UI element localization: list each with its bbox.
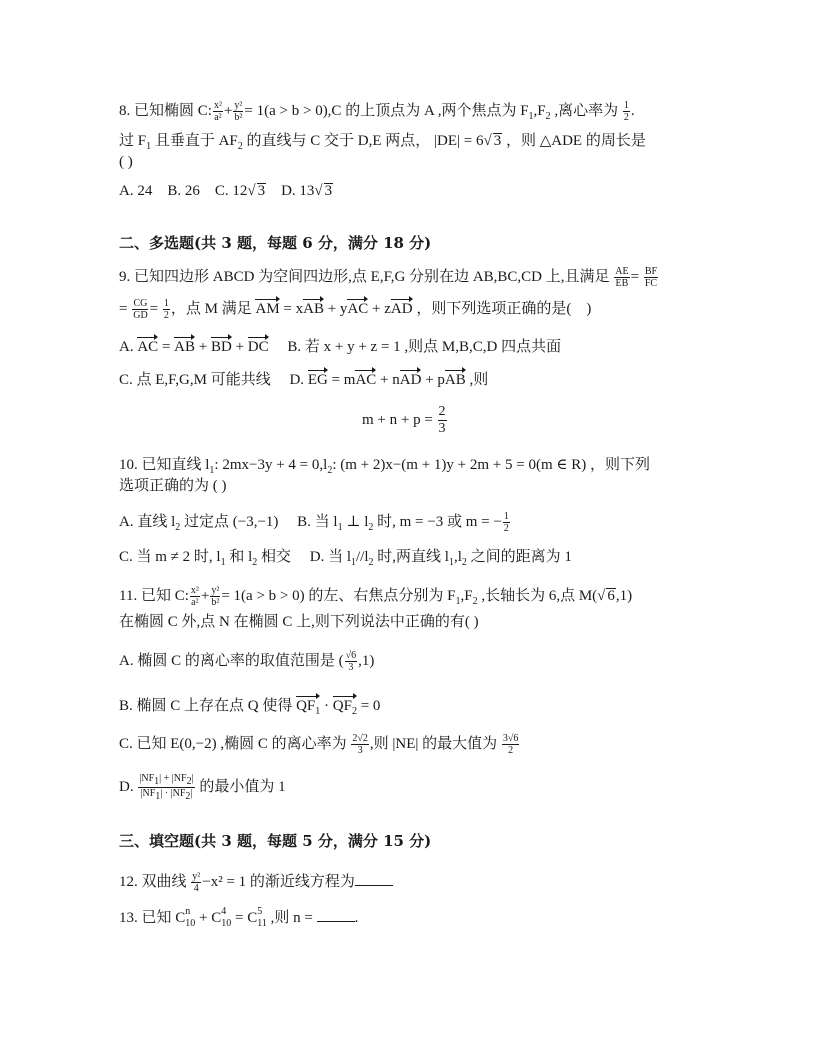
q10-line2: 选项正确的为 ( ) bbox=[119, 478, 227, 494]
q9-options-ab: A. AC = AB + BD + DC B. 若 x + y + z = 1 ,则点 M,B,C,D 四点共面 bbox=[119, 335, 561, 357]
q12: 12. 双曲线 $\frac{\text{y²}}{4}$ −x² = 1 的渐近线方程为 bbox=[119, 871, 393, 894]
q10-options-ab: A. 直线 $l_2$ 过定点 (−3,−1) B. 当 $l_1$ ⊥ $l_2$ 时, m = −3 或 m = − $\frac{1}{2}$ bbox=[119, 511, 509, 534]
q12-answer-blank[interactable] bbox=[355, 871, 393, 886]
q8-options: A. 24 B. 26 C. 12√ 3 D. 13√ 3 bbox=[119, 183, 333, 199]
q13-answer-blank[interactable] bbox=[317, 907, 355, 922]
q11-line1: 11. 已知 C: $\frac{\text{x²}}{\text{a²}}$ + $\frac{\text{y²}}{\text{b²}}$ = 1(a > b > 0) 的左、右焦点分别为 $F_1,F_2$ ,长轴长为 6,点 M(√ 6,1) bbox=[119, 585, 633, 608]
q9-formula: m + n + p = $\frac{2}{3}$ bbox=[362, 404, 446, 436]
q8-line3: ( ) bbox=[119, 154, 133, 170]
q11-option-a: A. 椭圆 C 的离心率的取值范围是 ( $\frac{√6}{3}$ ,1) bbox=[119, 650, 375, 673]
q8-line1: 8. 已知椭圆 C: $\frac{\text{x²}}{\text{a²}}$ + $\frac{\text{y²}}{\text{b²}}$ = 1(a > b > 0),C 的上顶点为 A ,两个焦点为 $F_1,F_2$ ,离心率为 $\frac{1}{2}$ . bbox=[119, 100, 635, 123]
q11-option-d: D. $\frac{|NF_1| + |NF_2|}{|NF_1| \cdot |NF_2|}$ 的最小值为 1 bbox=[119, 773, 286, 802]
q9-line1: 9. 已知四边形 ABCD 为空间四边形,点 E,F,G 分别在边 AB,BC,CD 上,且满足 $\frac{AE}{EB}$ = $\frac{BF}{FC}$ bbox=[119, 266, 658, 289]
q11-option-b: B. 椭圆 C 上存在点 Q 使得 $QF_1 \cdot QF_2 = 0$ bbox=[119, 694, 380, 722]
q8-line2: 过 $F_1$ 且垂直于 $AF_2$ 的直线与 C 交于 D,E 两点， |DE| = 6√ 3 ，则 △ADE 的周长是 bbox=[119, 133, 646, 152]
q10-options-cd: C. 当 m ≠ 2 时, $l_1$ 和 $l_2$ 相交 D. 当 $l_1//l_2$ 时,两直线 $l_1,l_2$ 之间的距离为 1 bbox=[119, 549, 572, 568]
q11-option-c: C. 已知 E(0,−2) ,椭圆 C 的离心率为 $\frac{2√2}{3}$ ,则 |NE| 的最大值为 $\frac{3√6}{2}$ bbox=[119, 733, 519, 756]
section-3-title: 三、填空题(共 3 题，每题 5 分，满分 15 分) bbox=[119, 832, 432, 850]
section-2-title: 二、多选题(共 3 题，每题 6 分，满分 18 分) bbox=[119, 234, 432, 252]
q11-line2: 在椭圆 C 外,点 N 在椭圆 C 上,则下列说法中正确的有( ) bbox=[119, 614, 479, 630]
q10-line1: 10. 已知直线 $l_1$: $2mx-3y + 4 = 0,l_2$: (m + 2)x−(m + 1)y + 2m + 5 = 0(m ∈ R) ，则下列 bbox=[119, 457, 650, 476]
q9-line2: = $\frac{CG}{GD}$ = $\frac{1}{2}$ ，点 M 满足 AM = xAB + yAC + zAD ，则下列选项正确的是( ) bbox=[119, 298, 592, 322]
q9-options-cd: C. 点 E,F,G,M 可能共线 D. EG = mAC + nAD + pAB ,则 bbox=[119, 368, 488, 390]
q13: 13. 已知 $C_{10}$ n + $C_{10}$ 4 = $C_{11}$ 5 ,则 n = . bbox=[119, 906, 359, 929]
